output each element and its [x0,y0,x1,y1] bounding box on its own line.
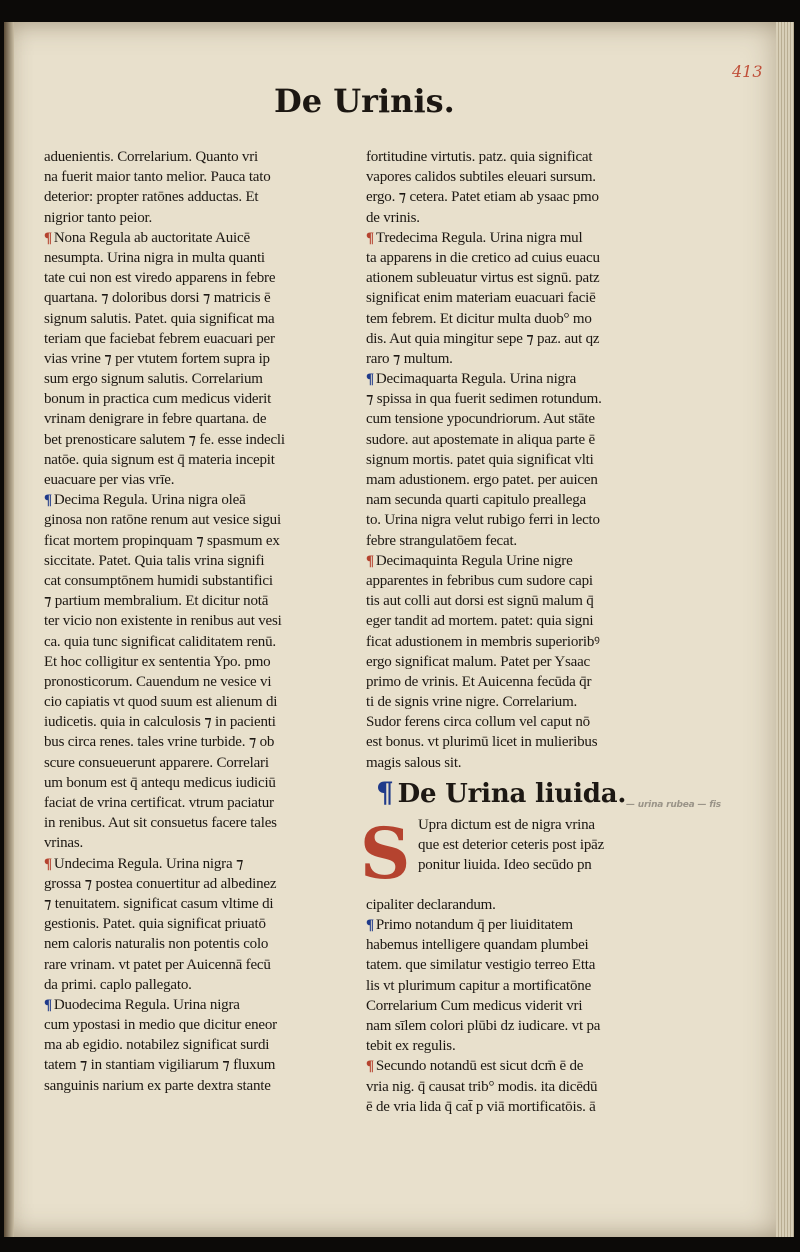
text-line [418,855,646,875]
text-line [44,934,324,954]
text-line-content: nem caloris naturalis non potentis colo [44,936,269,953]
text-line [44,773,324,793]
text-line [366,996,646,1016]
text-line [366,409,646,429]
paragraph-mark-icon: ¶ [376,775,394,809]
text-line [44,894,324,914]
text-line [366,895,646,915]
text-line [44,369,324,389]
text-line [44,692,324,712]
text-line [366,228,646,248]
text-line [44,187,324,207]
text-line [44,712,324,732]
text-line [366,935,646,955]
text-line-content: Correlarium Cum medicus viderit vri [366,997,583,1014]
text-line [366,915,646,935]
text-line-content: vapores calidos subtiles eleuari sursum. [366,169,596,186]
book-spine [4,22,14,1237]
text-line-content: um bonum est q̄ antequ medicus iudiciū [44,774,276,791]
text-line-content: vrinam denigrare in febre quartana. de [44,411,267,428]
text-line-content: fortitudine virtutis. patz. quia significat [366,149,593,165]
page-heading: De Urinis. [274,82,455,120]
text-line-content: ⁊ tenuitatem. significat casum vltime di [44,895,274,912]
text-line [366,571,646,591]
marginal-note: — urina rubea — fis [626,799,721,810]
text-line [44,268,324,288]
paragraph-mark-icon: ¶ [44,855,52,872]
text-line [44,248,324,268]
text-line-content: nesumpta. Urina nigra in multa quanti [44,249,265,266]
text-line [44,228,324,248]
text-line-content: nigrior tanto peior. [44,209,153,226]
text-line-content: cat consumptōnem humidi substantifici [44,572,273,589]
text-line [44,389,324,409]
text-line-content: teriam que faciebat febrem euacuari per [44,330,275,347]
text-line [366,208,646,228]
text-line [44,753,324,773]
text-line-content: Et hoc colligitur ex sententia Ypo. pmo [44,653,271,670]
text-line-content: dis. Aut quia mingitur sepe ⁊ paz. aut qz [366,330,600,347]
text-line-content: tem febrem. Et dicitur multa duob° mo [366,310,592,327]
text-line [366,1056,646,1076]
manuscript-page [4,22,794,1237]
text-line [366,732,646,752]
text-line-content: euacuare per vias vrīe. [44,472,175,488]
text-line-content: ⁊ spissa in qua fuerit sedimen rotundum. [366,391,602,408]
text-line [366,976,646,996]
text-line [366,248,646,268]
text-line-content: in renibus. Aut sit consuetus facere tales [44,815,277,832]
text-line [366,632,646,652]
text-line [44,167,324,187]
text-line [366,450,646,470]
text-line-content: ca. quia tunc significat caliditatem renū. [44,633,276,650]
text-line [44,611,324,631]
text-line-content: habemus intelligere quandam plumbei [366,937,589,954]
paragraph-mark-icon: ¶ [44,492,52,509]
page-edges [776,22,794,1237]
text-line [44,672,324,692]
text-line [44,288,324,308]
paragraph-mark-icon: ¶ [366,371,374,388]
text-line [44,813,324,833]
text-line [44,147,324,167]
paragraph-mark-icon: ¶ [366,552,374,569]
paragraph-mark-icon: ¶ [44,996,52,1013]
text-line-content: signum mortis. patet quia significat vlti [366,451,594,468]
text-line-content: ationem subleuatur virtus est signū. patz [366,270,600,287]
text-line [366,531,646,551]
text-line-content: bet prenosticare salutem ⁊ fe. esse indecli [44,431,285,448]
text-line-content: ti de signis vrine nigre. Correlarium. [366,694,578,711]
text-line-content: ergo significat malum. Patet per Ysaac [366,653,590,670]
text-line [44,571,324,591]
text-line-content: iudicetis. quia in calculosis ⁊ in pacienti [44,714,276,731]
text-line-content: aduenientis. Correlarium. Quanto vri [44,149,258,165]
text-line-content: bus circa renes. tales vrine turbide. ⁊ ob [44,734,275,751]
text-line [44,1035,324,1055]
text-line-content: primo de vrinis. Et Auicenna fecūda q̄r [366,673,592,690]
text-line-content: ficat mortem propinquam ⁊ spasmum ex [44,532,280,549]
text-line [366,288,646,308]
left-column [44,147,324,1096]
text-line-content: deterior: propter ratōnes adductas. Et [44,189,259,206]
initial-block [359,811,646,895]
text-line-content: ergo. ⁊ cetera. Patet etiam ab ysaac pmo [366,189,599,206]
text-line-content: ma ab egidio. notabilez significat surdi [44,1037,270,1054]
text-line-content: quartana. ⁊ doloribus dorsi ⁊ matricis ē [44,290,271,307]
text-line-content: Primo notandum q̄ per liuiditatem [375,917,573,933]
text-line-content: cum ypostasi in medio que dicitur eneor [44,1017,277,1034]
text-line [44,632,324,652]
text-line [366,490,646,510]
text-line [366,187,646,207]
text-line-content: sudore. aut apostemate in aliqua parte ē [366,431,595,448]
text-line [418,835,646,855]
text-line [366,268,646,288]
section-subheading [376,775,721,810]
paragraph-mark-icon: ¶ [366,1058,374,1075]
text-line-content: nam sīlem colori plūbi dz iudicare. vt pa [366,1017,601,1034]
text-line-content: Decimaquinta Regula Urine nigre [375,552,573,569]
text-line-content: raro ⁊ multum. [366,350,453,367]
text-line [44,551,324,571]
text-line [366,672,646,692]
text-line-content: ē de vria lida q̄ cat̄ p viā mortificatōis. ā [366,1098,596,1115]
text-line-content: signum salutis. Patet. quia significat ma [44,310,275,327]
text-line [366,167,646,187]
text-line [366,309,646,329]
text-line [366,955,646,975]
text-line-content: Decimaquarta Regula. Urina nigra [375,371,577,388]
text-line-content: de vrinis. [366,209,420,226]
text-line-content: significat enim materiam euacuari faciē [366,290,596,307]
text-line [44,793,324,813]
text-line [44,591,324,611]
text-line-content: vrinas. [44,835,84,852]
text-line-content: ta apparens in die cretico ad cuius euacu [366,249,600,266]
decorated-initial: S [359,811,411,895]
right-column [359,147,721,1117]
text-line-content: Tredecima Regula. Urina nigra mul [375,229,583,246]
text-line [366,1036,646,1056]
text-line [366,611,646,631]
text-line [44,1015,324,1035]
text-line [44,470,324,490]
text-line-content: tatem ⁊ in stantiam vigiliarum ⁊ fluxum [44,1057,276,1074]
text-line-content: bonum in practica cum medicus viderit [44,391,272,408]
text-line [366,1016,646,1036]
text-line [44,1055,324,1075]
text-line [44,914,324,934]
text-line-content: magis salous sit. [366,754,462,771]
text-line [44,490,324,510]
right-column-bottom-text [366,895,646,1117]
text-line [366,329,646,349]
text-line-content: natōe. quia signum est q̄ materia incepit [44,451,275,468]
text-line [44,874,324,894]
text-line [366,591,646,611]
text-line-content: tebit ex regulis. [366,1038,456,1055]
text-line [366,1077,646,1097]
text-line [44,955,324,975]
text-line-content: nam secunda quarti capitulo preallega [366,492,587,509]
paragraph-mark-icon: ¶ [44,229,52,246]
text-line-content: Upra dictum est de nigra vrina [418,816,595,833]
text-line-content: cipaliter declarandum. [366,896,496,913]
text-line [366,712,646,732]
text-line-content: tate cui non est viredo apparens in febre [44,270,276,287]
text-line [44,510,324,530]
text-line-content: eger tandit ad mortem. patet: quia signi [366,613,594,630]
text-line-content: que est deterior ceteris post ipāz [418,837,605,853]
text-line-content: Sudor ferens circa collum vel caput nō [366,714,590,731]
text-line-content: rare vrinam. vt patet per Auicennā fecū [44,956,271,973]
text-line [366,1097,646,1117]
text-line-content: sum ergo signum salutis. Correlarium [44,371,263,388]
text-line-content: faciat de vrina certificat. vtrum paciatur [44,795,274,811]
text-line [44,975,324,995]
text-line-content: apparentes in febribus cum sudore capi [366,572,593,589]
text-line [44,854,324,874]
text-line-content: Nona Regula ab auctoritate Auicē [53,229,250,246]
text-line-content: vias vrine ⁊ per vtutem fortem supra ip [44,350,270,367]
folio-number: 413 [732,62,763,81]
text-line-content: ter vicio non existente in renibus aut vesi [44,613,282,630]
text-line-content: gestionis. Patet. quia significat priuatō [44,916,266,933]
text-line-content: lis vt plurimum capitur a mortificatōne [366,977,592,994]
text-line [366,652,646,672]
text-line [44,833,324,853]
text-line [44,450,324,470]
text-line-content: vria nig. q̄ causat trib° modis. ita dicēdū [366,1078,598,1095]
text-line-content: na fuerit maior tanto melior. Pauca tato [44,169,271,186]
text-line [44,309,324,329]
text-line-content: Duodecima Regula. Urina nigra [53,996,240,1013]
text-line [366,692,646,712]
text-line [366,369,646,389]
paragraph-mark-icon: ¶ [366,229,374,246]
text-line-content: cum tensione ypocundriorum. Aut stāte [366,411,595,428]
text-line-content: Decima Regula. Urina nigra oleā [53,492,246,509]
text-line-content: ginosa non ratōne renum aut vesice sigui [44,512,281,529]
text-line-content: ⁊ partium membralium. Et dicitur notā [44,593,269,610]
text-line [366,349,646,369]
text-line [366,551,646,571]
text-line [44,208,324,228]
text-line-content: tis aut colli aut dorsi est signū malum q̄ [366,593,594,610]
text-line [418,815,646,835]
text-line [44,329,324,349]
text-line [44,409,324,429]
text-line-content: to. Urina nigra velut rubigo ferri in lecto [366,512,600,529]
text-line-content: tatem. que similatur vestigio terreo Etta [366,957,596,974]
text-line [366,470,646,490]
text-line-content: siccitate. Patet. Quia talis vrina signifi [44,552,265,569]
text-line-content: ficat adustionem in membris superioribꝰ [366,633,600,650]
text-line [44,531,324,551]
subheading-text: De Urina liuida. [397,778,627,809]
text-line-content: da primi. caplo pallegato. [44,976,192,993]
text-line-content: Undecima Regula. Urina nigra ⁊ [53,855,244,872]
text-line-content: febre strangulatōem fecat. [366,532,517,549]
text-line-content: est bonus. vt plurimū licet in mulieribus [366,734,598,751]
text-line [44,995,324,1015]
text-line [366,147,646,167]
text-line [44,732,324,752]
text-line-content: sanguinis narium ex parte dextra stante [44,1077,271,1094]
text-line-content: pronosticorum. Cauendum ne vesice vi [44,673,272,690]
text-line [44,652,324,672]
text-line [44,1076,324,1096]
text-line [44,430,324,450]
text-line-content: cio capiatis vt quod suum est alienum di [44,694,278,711]
paragraph-mark-icon: ¶ [366,917,374,933]
text-line [366,753,646,773]
text-line-content: Secundo notandū est sicut dcm̄ ē de [375,1058,584,1075]
text-line [366,389,646,409]
text-line [366,430,646,450]
text-line-content: grossa ⁊ postea conuertitur ad albedinez [44,875,277,892]
text-line-content: mam adustionem. ergo patet. per auicen [366,472,598,488]
text-line-content: scure consueuerunt apparere. Correlari [44,754,269,771]
text-line [44,349,324,369]
text-line-content: ponitur liuida. Ideo secūdo pn [418,857,592,874]
right-column-top-text [366,147,646,773]
text-line [366,510,646,530]
